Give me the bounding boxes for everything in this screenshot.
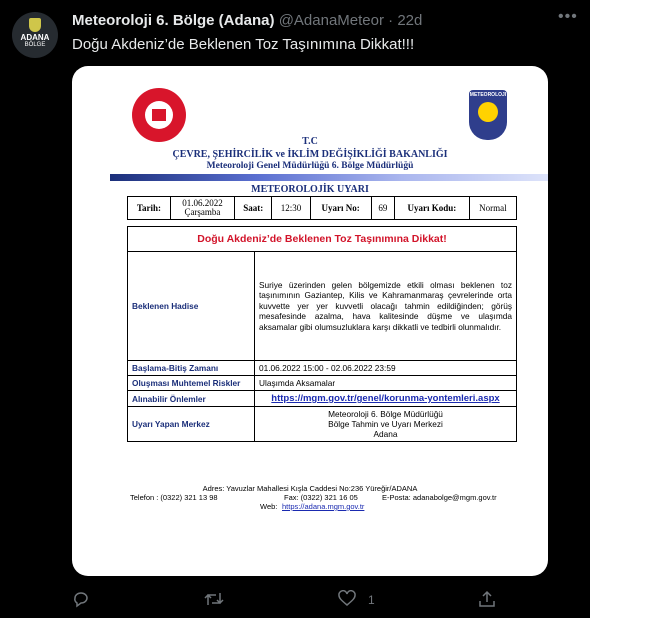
header-divider — [110, 174, 548, 181]
meteoroloji-logo-icon — [469, 90, 507, 140]
web-label: Web: — [260, 502, 278, 511]
issuer-label: Uyarı Yapan Merkez — [128, 407, 255, 442]
footer-address: Adres: Yavuzlar Mahallesi Kışla Caddesi No:236 Yüreğir/ADANA — [202, 484, 418, 493]
day-value: Çarşamba — [184, 207, 221, 217]
share-icon[interactable] — [478, 590, 496, 613]
date-label: Tarih: — [128, 197, 171, 220]
like-count: 1 — [368, 593, 375, 607]
code-label: Uyarı Kodu: — [395, 197, 470, 220]
separator: · — [388, 12, 394, 29]
retweet-icon[interactable] — [204, 590, 224, 613]
warning-title: METEOROLOJİK UYARI — [251, 184, 369, 195]
risks-value: Ulaşımda Aksamalar — [255, 376, 517, 391]
tweet-text: Doğu Akdeniz’de Beklenen Toz Taşınımına Dikkat!!! — [72, 36, 415, 53]
time-value: 12:30 — [272, 197, 310, 220]
time-label: Saat: — [234, 197, 272, 220]
issuer-line2: Bölge Tahmin ve Uyarı Merkezi — [328, 419, 443, 429]
date-value: 01.06.2022 — [182, 198, 223, 208]
footer-phone: Telefon : (0322) 321 13 98 — [130, 493, 218, 502]
tweet-header — [72, 12, 422, 29]
avatar-line2: BÖLGE — [24, 42, 46, 48]
avatar-line1: ADANA — [20, 33, 50, 42]
warning-details-table — [127, 226, 517, 442]
measures-link[interactable]: https://mgm.gov.tr/genel/korunma-yontemleri.aspx — [255, 391, 517, 407]
issuer-cell — [255, 407, 517, 442]
doc-ministry: ÇEVRE, ŞEHİRCİLİK ve İKLİM DEĞİŞİKLİĞİ BAKANLIĞI — [172, 149, 448, 160]
measures-label: Alınabilir Önlemler — [128, 391, 255, 407]
warning-info-table — [127, 196, 517, 220]
web-link[interactable]: https://adana.mgm.gov.tr — [282, 502, 365, 511]
date-cell — [170, 197, 234, 220]
ministry-seal-icon — [132, 88, 186, 142]
user-handle[interactable]: @AdanaMeteor — [278, 12, 384, 29]
footer-fax: Fax: (0322) 321 16 05 — [284, 493, 358, 502]
attached-image[interactable] — [72, 66, 548, 576]
doc-directorate: Meteoroloji Genel Müdürlüğü 6. Bölge Müdürlüğü — [206, 161, 414, 171]
warning-headline: Doğu Akdeniz’de Beklenen Toz Taşınımına Dikkat! — [128, 227, 517, 252]
risks-label: Oluşması Muhtemel Riskler — [128, 376, 255, 391]
doc-tc: T.C — [302, 136, 318, 147]
display-name[interactable]: Meteoroloji 6. Bölge (Adana) — [72, 12, 275, 29]
footer-email: E-Posta: adanabolge@mgm.gov.tr — [382, 493, 497, 502]
code-value: Normal — [469, 197, 516, 220]
warning-no-value: 69 — [371, 197, 394, 220]
page-edge — [590, 0, 670, 618]
logo-text: METEOROLOJI — [469, 92, 507, 98]
period-value: 01.06.2022 15:00 - 02.06.2022 23:59 — [255, 361, 517, 376]
reply-icon[interactable] — [72, 590, 90, 613]
like-icon[interactable] — [338, 590, 356, 613]
warning-no-label: Uyarı No: — [310, 197, 371, 220]
issuer-line1: Meteoroloji 6. Bölge Müdürlüğü — [328, 409, 443, 419]
tweet-time[interactable]: 22d — [397, 12, 423, 29]
logo-icon — [29, 18, 41, 32]
avatar[interactable] — [12, 12, 58, 58]
event-label: Beklenen Hadise — [128, 252, 255, 361]
period-label: Başlama-Bitiş Zamanı — [128, 361, 255, 376]
more-options-icon[interactable]: ••• — [558, 8, 578, 25]
issuer-line3: Adana — [373, 429, 398, 439]
event-text: Suriye üzerinden gelen bölgemizde etkili olması beklenen toz taşınımının Gaziantep, Kilis ve Kahramanmaraş çevrelerinde orta kuvvette yer yer kuvvetli olacağı tahmin edildiğinden; görüş mesafesinde azalma, hava kalitesinde düşme ve ulaşımda aksamalar gibi olumsuzluklara karşı dikkatli ve tedbirli olunmalıdır. — [255, 252, 517, 361]
